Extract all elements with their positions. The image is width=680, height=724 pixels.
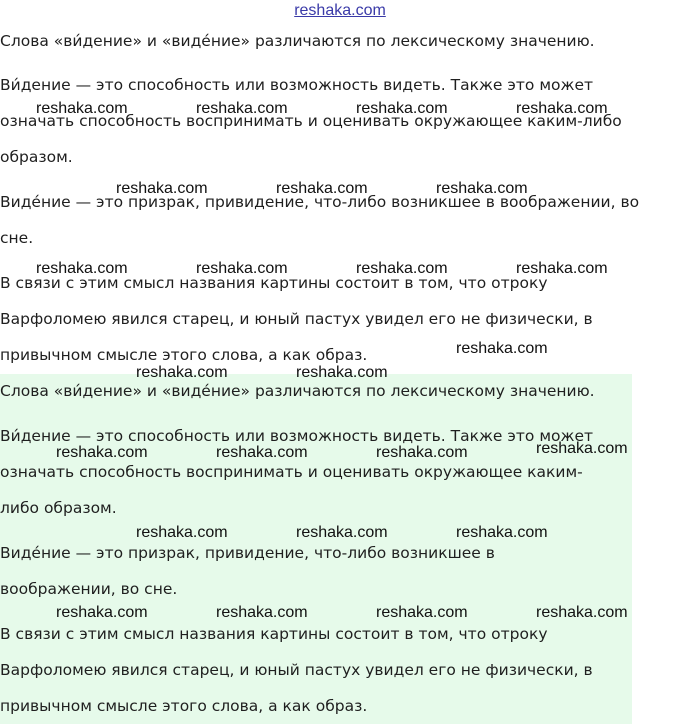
watermark: reshaka.com — [36, 100, 128, 117]
watermark: reshaka.com — [516, 100, 608, 117]
watermark: reshaka.com — [216, 604, 308, 621]
watermark: reshaka.com — [36, 260, 128, 277]
text-line: Слова «ви́дение» и «виде́ние» различаются по лексическому значению. — [0, 32, 595, 50]
watermark: reshaka.com — [456, 340, 548, 357]
paragraph-2-3 — [0, 535, 495, 607]
watermark: reshaka.com — [276, 180, 368, 197]
watermark: reshaka.com — [196, 100, 288, 117]
watermark: reshaka.com — [436, 180, 528, 197]
paragraph-1-2 — [0, 67, 622, 175]
watermark: reshaka.com — [376, 444, 468, 461]
watermark: reshaka.com — [296, 524, 388, 541]
text-line: Варфоломею явился старец, и юный пастух увидел его не физически, в — [0, 310, 593, 328]
watermark: reshaka.com — [216, 444, 308, 461]
watermark: reshaka.com — [536, 604, 628, 621]
text-line: Виде́ние — это призрак, привидение, что-либо возникшее в воображении, во — [0, 193, 640, 211]
text-line: Варфоломею явился старец, и юный пастух увидел его не физически, в — [0, 661, 593, 679]
watermark: reshaka.com — [516, 260, 608, 277]
watermark: reshaka.com — [536, 440, 628, 457]
paragraph-2-2 — [0, 418, 593, 526]
watermark: reshaka.com — [376, 604, 468, 621]
text-line: Ви́дение — это способность или возможность видеть. Также это может — [0, 427, 594, 445]
text-line: означать способность воспринимать и оценивать окружающее каким- — [0, 463, 583, 481]
watermark: reshaka.com — [56, 444, 148, 461]
text-line: образом. — [0, 148, 73, 166]
text-line: Слова «ви́дение» и «виде́ние» различаются по лексическому значению. — [0, 382, 595, 400]
text-line: сне. — [0, 229, 34, 247]
text-line: В связи с этим смысл названия картины состоит в том, что отроку — [0, 625, 548, 643]
watermark: reshaka.com — [356, 100, 448, 117]
text-line: Виде́ние — это призрак, привидение, что-либо возникшее в — [0, 544, 495, 562]
watermark: reshaka.com — [456, 524, 548, 541]
watermark: reshaka.com — [356, 260, 448, 277]
text-line: привычном смысле этого слова, а как образ. — [0, 346, 368, 364]
text-line: означать способность воспринимать и оценивать окружающее каким-либо — [0, 112, 622, 130]
paragraph-1-1 — [0, 23, 595, 59]
paragraph-2-4 — [0, 616, 593, 724]
site-title[interactable]: reshaka.com — [294, 2, 386, 19]
watermark: reshaka.com — [136, 524, 228, 541]
text-line: либо образом. — [0, 499, 117, 517]
watermark: reshaka.com — [196, 260, 288, 277]
text-line: Ви́дение — это способность или возможность видеть. Также это может — [0, 76, 594, 94]
text-line: воображении, во сне. — [0, 580, 178, 598]
watermark: reshaka.com — [296, 364, 388, 381]
watermark: reshaka.com — [56, 604, 148, 621]
watermark: reshaka.com — [116, 180, 208, 197]
text-line: привычном смысле этого слова, а как образ. — [0, 697, 368, 715]
watermark: reshaka.com — [136, 364, 228, 381]
text-line: В связи с этим смысл названия картины состоит в том, что отроку — [0, 274, 548, 292]
